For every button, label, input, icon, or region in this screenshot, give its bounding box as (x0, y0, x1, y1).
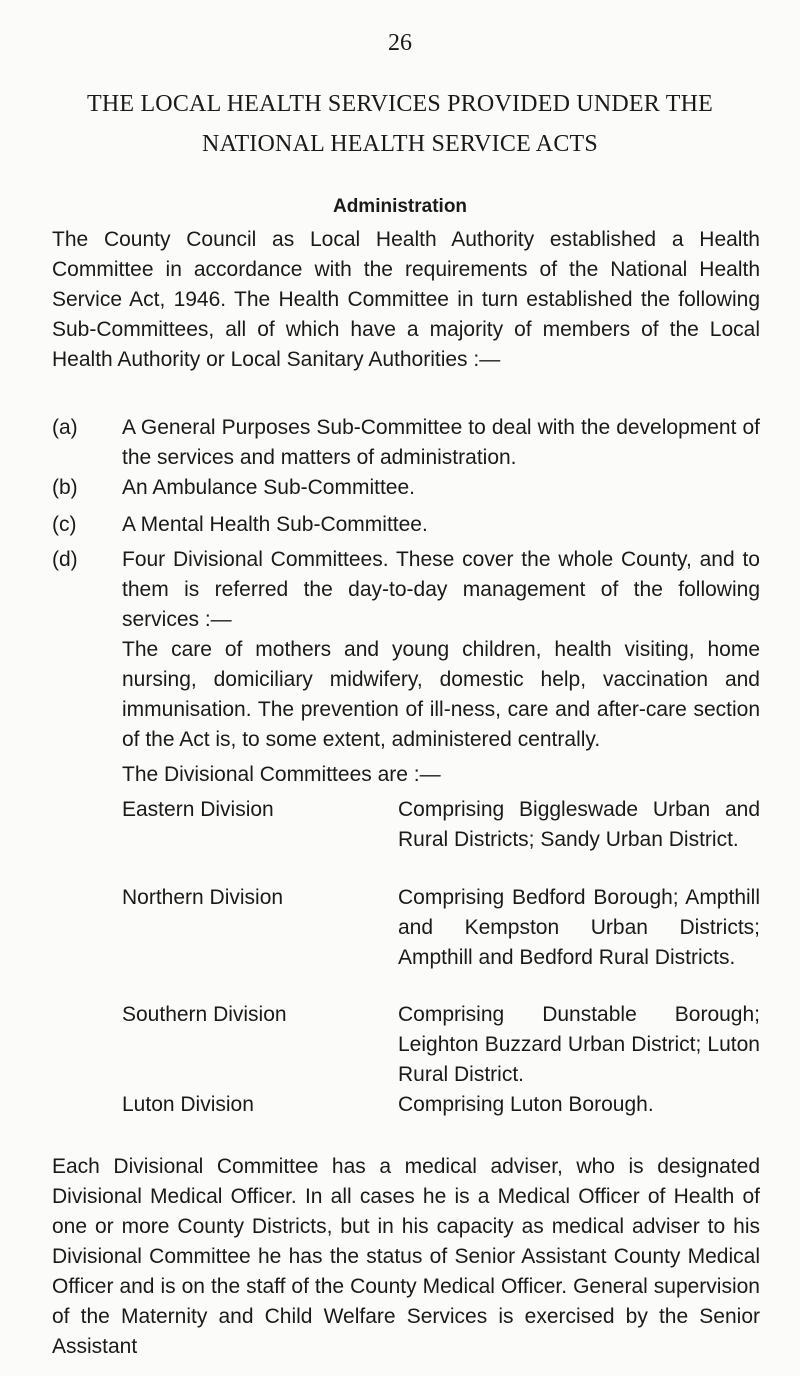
closing-paragraph: Each Divisional Committee has a medical adviser, who is designated Divisional Medical Officer. In all cases he is a Medical Officer of Health of one or more County Districts, but in his capacity as medical adviser to his Divisional Committee he has the status of Senior Assistant County Medical Officer and is on the staff of the County Medical Officer. General supervision of the Maternity and Child Welfare Services is exercised by the Senior Assistant (52, 1155, 760, 1358)
division-description: Comprising Luton Borough. (398, 1093, 654, 1116)
list-item-text: A Mental Health Sub-Committee. (122, 513, 428, 536)
title-line-2: NATIONAL HEALTH SERVICE ACTS (202, 131, 598, 157)
division-description: Comprising Dunstable Borough; Leighton Buzzard Urban District; Luton Rural District. (398, 1003, 760, 1086)
division-name: Eastern Division (122, 798, 274, 821)
list-item-b (52, 473, 760, 503)
division-row-southern (122, 1000, 760, 1090)
list-item-text: An Ambulance Sub-Committee. (122, 476, 415, 499)
page-title (40, 84, 760, 164)
list-item-text: A General Purposes Sub-Committee to deal with the development of the services and matters of administration. (122, 416, 760, 469)
division-description: Comprising Bedford Borough; Ampthill and Kempston Urban Districts; Ampthill and Bedford Rural Districts. (398, 886, 760, 969)
division-name: Southern Division (122, 1003, 287, 1026)
services-paragraph: The care of mothers and young children, health visiting, home nursing, domiciliary midwifery, domestic help, vaccination and immunisation. The prevention of ill-ness, care and after-care section of the Act is, to some extent, administered centrally. (122, 638, 760, 751)
list-item-c (52, 510, 760, 540)
division-row-northern (122, 883, 760, 973)
division-name: Northern Division (122, 886, 284, 909)
division-row-eastern (122, 795, 760, 855)
division-row-luton (122, 1090, 760, 1120)
page-number: 26 (388, 30, 412, 56)
intro-paragraph: The County Council as Local Health Authority established a Health Committee in accordance with the requirements of the National Health Service Act, 1946. The Health Committee in turn established the following Sub-Committees, all of which have a majority of members of the Local Health Authority or Local Sanitary Authorities :— (52, 228, 760, 371)
list-marker: (b) (52, 476, 78, 499)
list-item-a (52, 413, 760, 473)
divisions-intro: The Divisional Committees are :— (122, 763, 441, 786)
list-item-text: Four Divisional Committees. These cover the whole County, and to them is referred the day-to-day management of the following services :— (122, 548, 760, 631)
section-heading: Administration (332, 196, 468, 217)
division-name: Luton Division (122, 1093, 254, 1116)
division-description: Comprising Biggleswade Urban and Rural Districts; Sandy Urban District. (398, 798, 760, 851)
list-marker: (a) (52, 416, 78, 439)
list-marker: (d) (52, 548, 78, 571)
list-marker: (c) (52, 513, 77, 536)
title-line-1: THE LOCAL HEALTH SERVICES PROVIDED UNDER THE (87, 91, 713, 117)
list-item-d (52, 545, 760, 635)
